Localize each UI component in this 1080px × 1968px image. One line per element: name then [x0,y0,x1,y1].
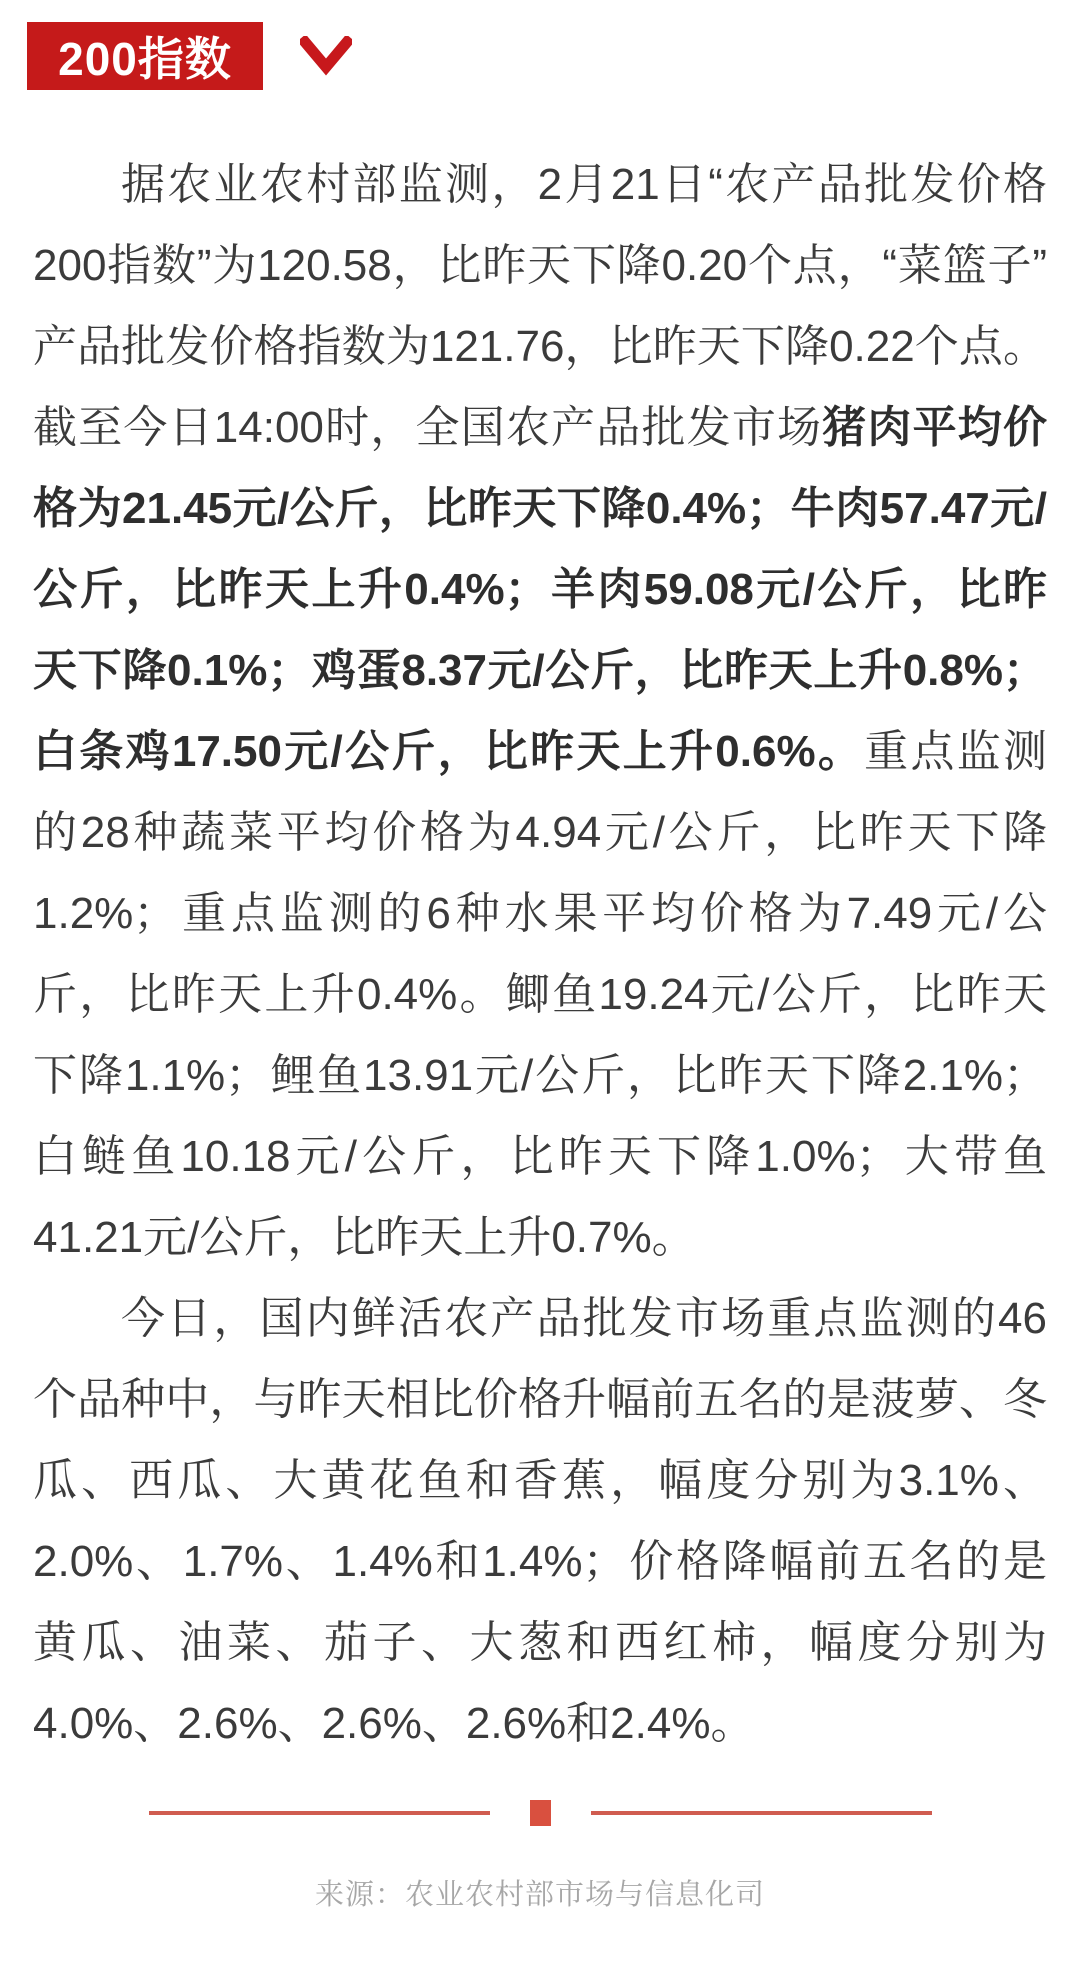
section-divider [0,1800,1080,1826]
paragraph-top-movers: 今日，国内鲜活农产品批发市场重点监测的46个品种中，与昨天相比价格升幅前五名的是菠萝、冬瓜、西瓜、大黄花鱼和香蕉，幅度分别为3.1%、2.0%、1.7%、1.4%和1.4%；价格降幅前五名的是黄瓜、油菜、茄子、大葱和西红柿，幅度分别为4.0%、2.6%、2.6%、2.6%和2.4%。 [33,1294,1047,1748]
article-body [33,144,1047,1764]
divider-square [530,1800,551,1826]
divider-line-left [149,1811,490,1815]
paragraph-price-summary [33,144,1047,1278]
chevron-down-icon [300,36,352,76]
source-attribution: 来源：农业农村部市场与信息化司 [314,1879,765,1911]
price-summary-intro: 据农业农村部监测，2月21日“农产品批发价格200指数”为120.58，比昨天下降0.20个点，“菜篮子”产品批发价格指数为121.76，比昨天下降0.22个点。截至今日14:00时，全国农产品批发市场 [33,160,1047,452]
price-summary-produce-fish: 重点监测的28种蔬菜平均价格为4.94元/公斤，比昨天下降1.2%；重点监测的6种水果平均价格为7.49元/公斤，比昨天上升0.4%。鲫鱼19.24元/公斤，比昨天下降1.1%；鲤鱼13.91元/公斤，比昨天下降2.1%；白鲢鱼10.18元/公斤，比昨天下降1.0%；大带鱼41.21元/公斤，比昨天上升0.7%。 [33,727,1048,1262]
section-header [0,0,1080,90]
index-200-badge: 200指数 [27,22,263,90]
price-summary-bold-livestock: 猪肉平均价格为21.45元/公斤，比昨天下降0.4%；牛肉57.47元/公斤，比昨天上升0.4%；羊肉59.08元/公斤，比昨天下降0.1%；鸡蛋8.37元/公斤，比昨天上升0.8%；白条鸡17.50元/公斤，比昨天上升0.6%。 [33,403,1047,776]
divider-line-right [591,1811,932,1815]
